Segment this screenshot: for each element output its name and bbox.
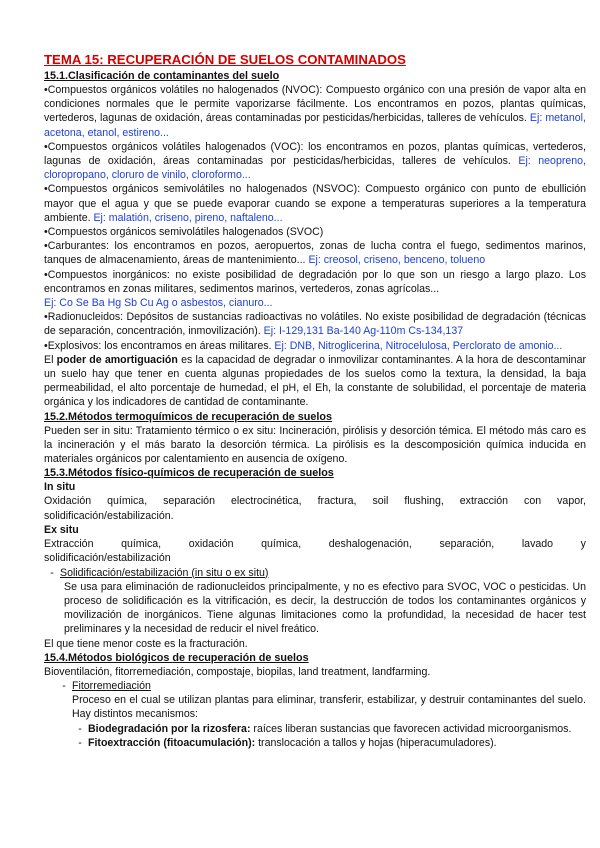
paragraph-in-situ: Oxidación química, separación electrocinética, fractura, soil flushing, extracción con vapor, solidificación/estabilización. xyxy=(44,495,586,522)
list-item-fitorremediacion xyxy=(56,679,586,693)
section-heading-15-2: 15.2.Métodos termoquímicos de recuperación de suelos xyxy=(44,410,332,423)
paragraph-inorganicos: •Compuestos inorgánicos: no existe posibilidad de degradación por lo que son un riesgo a largo plazo. Los encontramos en zonas militares, sedimentos marinos, vertederos, zonas agrícolas... Ej: Co Se Ba Hg Sb Cu Ag o asbestos, cianuro... xyxy=(44,268,586,310)
paragraph-radionucleidos: •Radionucleidos: Depósitos de sustancias radioactivas no volátiles. No existe posibilidad de degradación (técnicas de separación, concentración, inmovilización). Ej: I-129,131 Ba-140 Ag-110m Cs-134,137 xyxy=(44,311,586,338)
term-biodegradacion: Biodegradación por la rizosfera: xyxy=(88,722,251,735)
subheading-in-situ: In situ xyxy=(44,481,76,494)
example-inorganicos: Ej: Co Se Ba Hg Sb Cu Ag o asbestos, cianuro... xyxy=(44,297,273,310)
paragraph-menor-coste: El que tiene menor coste es la fracturación. xyxy=(44,637,248,650)
paragraph-explosivos: •Explosivos: los encontramos en áreas militares. Ej: DNB, Nitroglicerina, Nitrocelulosa, Perclorato de amonio... xyxy=(44,339,563,352)
list-item-solidificacion xyxy=(44,566,586,580)
example-carburantes: Ej: creosol, criseno, benceno, tolueno xyxy=(308,254,486,267)
list-item-mecanismo-2: - Fitoextracción (fitoacumulación): translocación a tallos y hojas (hiperacumuladores). xyxy=(72,736,586,750)
paragraph-amortiguacion: El poder de amortiguación es la capacidad de degradar o inmovilizar contaminantes. A la hora de descontaminar un suelo hay que tener en cuenta algunas propiedades de los suelos como la textura, la densidad, la baja permeabilidad, el alto porcentaje de humedad, el pH, el Eh, la constante de solubilidad, el porcentaje de materia orgánica y los indicadores de cantidad de contaminante. xyxy=(44,353,586,409)
ex-situ-line: Extracción química, oxidación química, deshalogenación, separación, lavado y xyxy=(44,538,586,551)
list-dash: - xyxy=(50,566,54,579)
example-explosivos: Ej: DNB, Nitroglicerina, Nitrocelulosa, Perclorato de amonio... xyxy=(274,339,563,352)
example-nsvoc: Ej: malatión, criseno, pireno, naftaleno... xyxy=(93,211,283,224)
solidificacion-heading: Solidificación/estabilización (in situ o ex situ) xyxy=(60,566,269,579)
paragraph-svoc: •Compuestos orgánicos semivolátiles halogenados (SVOC) xyxy=(44,226,324,239)
list-dash: - xyxy=(78,722,82,735)
page-title: TEMA 15: RECUPERACIÓN DE SUELOS CONTAMINADOS xyxy=(44,52,406,67)
list-dash: - xyxy=(78,736,82,749)
example-radionucleidos: Ej: I-129,131 Ba-140 Ag-110m Cs-134,137 xyxy=(263,325,464,338)
fitorremediacion-heading: Fitorremediación xyxy=(72,679,151,692)
paragraph-solidificacion: Se usa para eliminación de radionucleidos principalmente, y no es efectivo para SVOC, VOC o pesticidas. Un proceso de solidificación es la vitrificación, es decir, la destrucción de todos los contaminantes orgánicos y movilización de inorgánicos. Tiene algunas limitaciones como la profundidad, la necesidad de hacer test preliminares y la necesidad de reducir el nivel freático. xyxy=(64,580,586,636)
subheading-ex-situ: Ex situ xyxy=(44,523,79,536)
list-item-mecanismo-1: - Biodegradación por la rizosfera: raíces liberan sustancias que favorecen actividad microorganismos. xyxy=(72,722,586,736)
paragraph-nvoc: •Compuestos orgánicos volátiles no halogenados (NVOC): Compuesto orgánico con una presión de vapor alta en condiciones normales que le permite vaporizarse fácilmente. Los encontramos en pozos, plantas químicas, vertederos, lagunas de oxidación, áreas contaminadas por pesticidas/herbicidas, talleres de vehículos. Ej: metanol, acetona, etanol, estireno... xyxy=(44,84,586,139)
term-poder-amortiguacion: poder de amortiguación xyxy=(56,353,178,366)
paragraph-fitorremediacion: Proceso en el cual se utilizan plantas para eliminar, transferir, estabilizar, y destruir contaminantes del suelo. Hay distintos mecanismos: xyxy=(72,694,586,721)
section-heading-15-1: 15.1.Clasificación de contaminantes del suelo xyxy=(44,70,280,82)
list-dash: - xyxy=(62,679,66,692)
example-voc: Ej: neopreno, cloropropano, cloruro de vinilo, cloroformo... xyxy=(44,155,586,182)
document-page xyxy=(44,52,586,750)
term-fitoextraccion: Fitoextracción (fitoacumulación): xyxy=(88,736,256,749)
paragraph-biologicos-list: Bioventilación, fitorremediación, compostaje, biopilas, land treatment, landfarming. xyxy=(44,665,431,678)
example-nvoc: Ej: metanol, acetona, etanol, estireno... xyxy=(44,112,586,139)
section-heading-15-4: 15.4.Métodos biológicos de recuperación de suelos xyxy=(44,651,309,664)
paragraph-termoquimicos: Pueden ser in situ: Tratamiento térmico o ex situ: Incineración, pirólisis y desorción témica. El método más caro es la incineración y el más barato la desorción térmica. La pirólisis es la descomposición química inducida en materiales orgánicos por calentamiento en ausencia de oxígeno. xyxy=(44,424,586,466)
paragraph-nsvoc: •Compuestos orgánicos semivolátiles no halogenados (NSVOC): Compuesto orgánico con punto de ebullición mayor que el agua y que se puede evaporar cuando se expone a temperaturas superiores a la temperatura ambiente. Ej: malatión, criseno, pireno, naftaleno... xyxy=(44,183,586,224)
section-heading-15-3: 15.3.Métodos físico-químicos de recuperación de suelos xyxy=(44,467,334,480)
paragraph-carburantes: •Carburantes: los encontramos en pozos, aeropuertos, zonas de lucha contra el fuego, sedimentos marinos, tanques de almacenamiento, áreas de mantenimiento... Ej: creosol, criseno, benceno, tolueno xyxy=(44,240,586,267)
paragraph-voc: •Compuestos orgánicos volátiles halogenados (VOC): los encontramos en pozos, plantas químicas, vertederos, lagunas de oxidación, áreas contaminadas por pesticidas/herbicidas, talleres de vehículos. Ej: neopreno, cloropropano, cloruro de vinilo, cloroformo... xyxy=(44,140,586,182)
ex-situ-line-2: solidificación/estabilización xyxy=(44,552,171,565)
